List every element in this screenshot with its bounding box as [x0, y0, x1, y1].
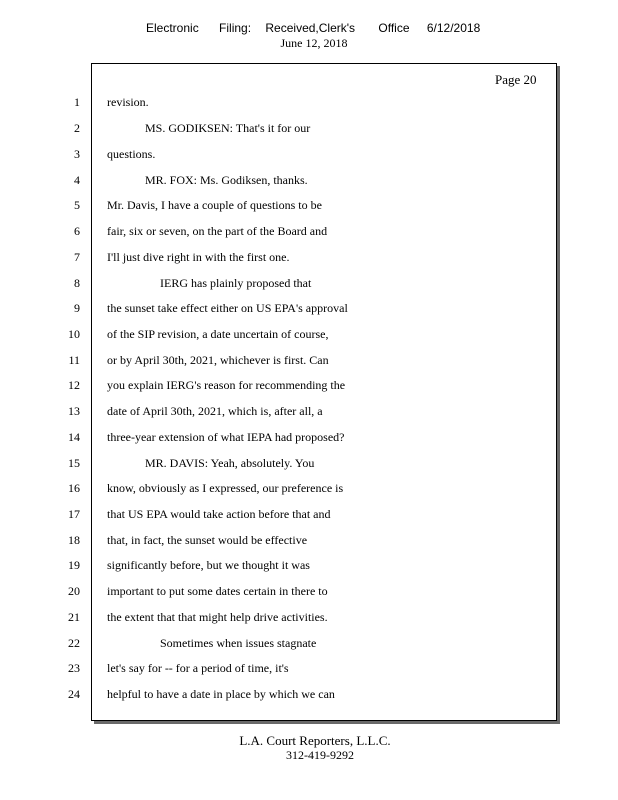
line-number: 1 — [74, 95, 80, 109]
line-text: or by April 30th, 2021, whichever is first. Can — [107, 353, 329, 367]
filing-stamp-received: Received,Clerk's — [265, 21, 356, 35]
line-number: 4 — [74, 173, 80, 187]
reporter-company: L.A. Court Reporters, L.L.C. — [239, 733, 391, 748]
line-number: 7 — [74, 250, 80, 264]
page-number: Page 20 — [495, 72, 537, 87]
line-number: 9 — [74, 301, 80, 315]
line-number: 8 — [74, 276, 80, 290]
line-number: 5 — [74, 198, 80, 212]
filing-stamp-office: Office — [378, 21, 410, 35]
line-text: important to put some dates certain in there to — [107, 584, 328, 598]
line-number: 24 — [68, 687, 80, 701]
line-number: 3 — [74, 147, 80, 161]
filing-stamp-electronic: Electronic — [146, 21, 199, 35]
line-number: 23 — [68, 661, 80, 675]
line-text: significantly before, but we thought it was — [107, 558, 310, 572]
filing-stamp-filing: Filing: — [219, 21, 252, 35]
line-text: I'll just dive right in with the first one. — [107, 250, 290, 264]
line-text: MS. GODIKSEN: That's it for our — [145, 121, 311, 135]
line-text: Mr. Davis, I have a couple of questions to be — [107, 198, 322, 212]
line-text: Sometimes when issues stagnate — [160, 636, 317, 650]
line-number: 10 — [68, 327, 80, 341]
line-text: revision. — [107, 95, 149, 109]
line-text: you explain IERG's reason for recommending the — [107, 378, 346, 392]
filing-stamp-date: 6/12/2018 — [426, 21, 481, 35]
line-number: 16 — [68, 481, 80, 495]
filing-stamp — [146, 21, 480, 35]
transcript-date: June 12, 2018 — [280, 36, 348, 50]
line-text: MR. DAVIS: Yeah, absolutely. You — [145, 456, 315, 470]
line-number: 14 — [68, 430, 80, 444]
line-text: the extent that that might help drive activities. — [107, 610, 328, 624]
line-number: 11 — [68, 353, 80, 367]
line-number: 18 — [68, 533, 80, 547]
line-number: 13 — [68, 404, 80, 418]
line-number: 20 — [68, 584, 80, 598]
line-number: 15 — [68, 456, 80, 470]
line-text: let's say for -- for a period of time, it's — [107, 661, 289, 675]
line-text: three-year extension of what IEPA had proposed? — [107, 430, 345, 444]
line-text: date of April 30th, 2021, which is, after all, a — [107, 404, 323, 418]
line-text: helpful to have a date in place by which we can — [107, 687, 335, 701]
line-text: fair, six or seven, on the part of the Board and — [107, 224, 328, 238]
line-number: 2 — [74, 121, 80, 135]
line-number: 19 — [68, 558, 80, 572]
line-text: know, obviously as I expressed, our preference is — [107, 481, 344, 495]
line-number: 17 — [68, 507, 80, 521]
line-number: 6 — [74, 224, 80, 238]
reporter-phone: 312-419-9292 — [286, 748, 354, 762]
line-text: the sunset take effect either on US EPA's approval — [107, 301, 348, 315]
line-text: that US EPA would take action before that and — [107, 507, 331, 521]
line-number: 12 — [68, 378, 80, 392]
line-text: questions. — [107, 147, 156, 161]
line-text: MR. FOX: Ms. Godiksen, thanks. — [145, 173, 308, 187]
line-text: of the SIP revision, a date uncertain of course, — [107, 327, 329, 341]
line-number: 21 — [68, 610, 80, 624]
line-text: IERG has plainly proposed that — [160, 276, 312, 290]
line-text: that, in fact, the sunset would be effective — [107, 533, 308, 547]
line-number: 22 — [68, 636, 80, 650]
